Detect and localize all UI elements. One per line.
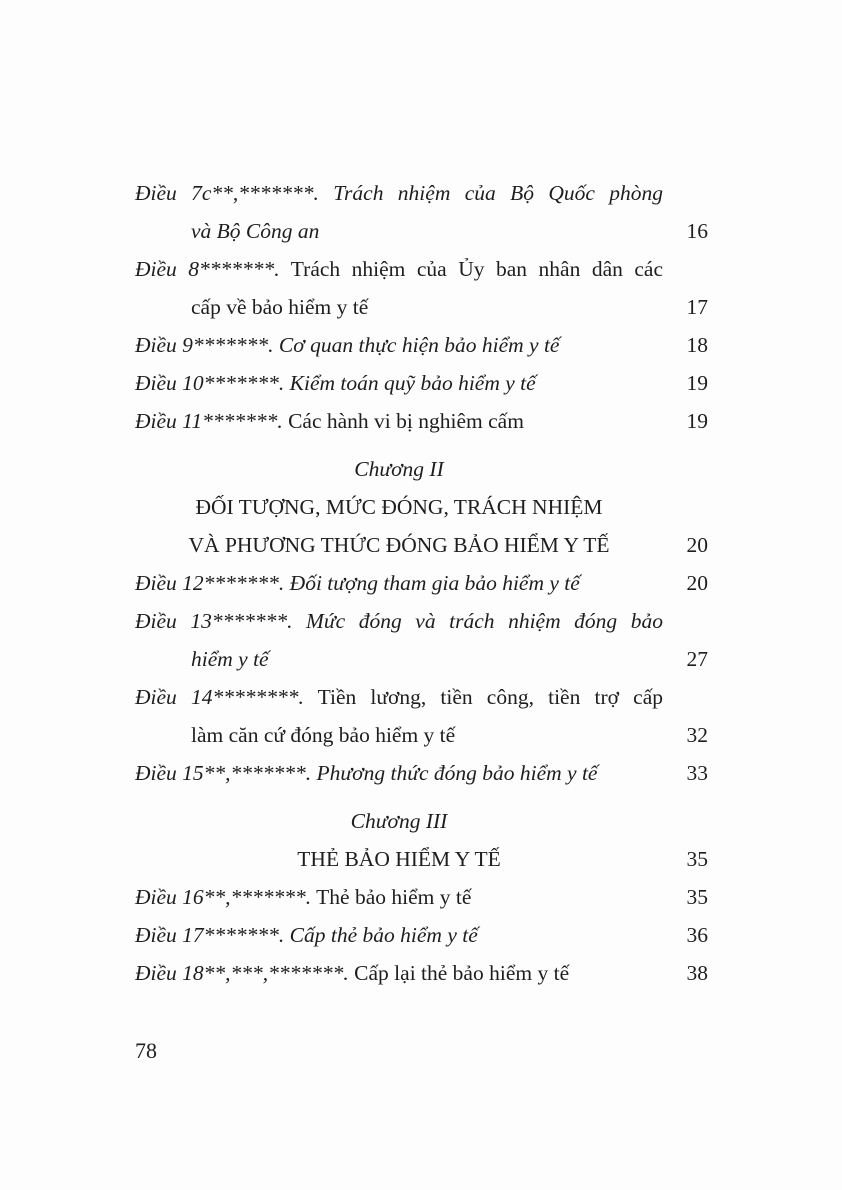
toc-entry-line bbox=[135, 954, 708, 992]
entry-page-number: 35 bbox=[686, 847, 708, 871]
entry-text: VÀ PHƯƠNG THỨC ĐÓNG BẢO HIỂM Y TẾ bbox=[188, 533, 610, 557]
entry-text: Điều 12*******. Đối tượng tham gia bảo hiểm y tế bbox=[135, 571, 580, 595]
entry-text: Điều 15**,*******. Phương thức đóng bảo hiểm y tế bbox=[135, 761, 598, 785]
entry-text: Chương III bbox=[350, 809, 448, 833]
entry-page-number: 17 bbox=[686, 295, 708, 319]
entry-text: ĐỐI TƯỢNG, MỨC ĐÓNG, TRÁCH NHIỆM bbox=[195, 495, 603, 519]
toc-entry-line bbox=[135, 716, 708, 754]
entry-text: Chương II bbox=[354, 457, 444, 481]
entry-page-number: 27 bbox=[686, 647, 708, 671]
entry-page-number: 20 bbox=[686, 571, 708, 595]
entry-text: và Bộ Công an bbox=[191, 219, 320, 243]
entry-text: Điều 17*******. Cấp thẻ bảo hiểm y tế bbox=[135, 923, 478, 947]
entry-text: Điều 18**,***,*******. Cấp lại thẻ bảo hiểm y tế bbox=[135, 961, 570, 985]
toc-entry-line bbox=[135, 754, 708, 792]
toc-entry-line bbox=[135, 288, 708, 326]
chapter-title bbox=[135, 526, 708, 564]
entry-text: Điều 11*******. Các hành vi bị nghiêm cấm bbox=[135, 409, 524, 433]
entry-text: Điều 8*******. Trách nhiệm của Ủy ban nhân dân các bbox=[135, 257, 663, 281]
entry-page-number: 20 bbox=[686, 533, 708, 557]
toc-entry-line bbox=[135, 640, 708, 678]
entry-page-number: 33 bbox=[686, 761, 708, 785]
entry-page-number: 19 bbox=[686, 371, 708, 395]
entry-text: cấp về bảo hiểm y tế bbox=[191, 295, 369, 319]
toc-entry-line bbox=[135, 174, 708, 212]
toc-entry-line bbox=[135, 326, 708, 364]
entry-text: Điều 10*******. Kiểm toán quỹ bảo hiểm y tế bbox=[135, 371, 536, 395]
page-number-footer: 78 bbox=[135, 1038, 157, 1063]
entry-text: Điều 16**,*******. Thẻ bảo hiểm y tế bbox=[135, 885, 472, 909]
entry-page-number: 35 bbox=[686, 885, 708, 909]
toc-entry-line bbox=[135, 402, 708, 440]
entry-text: hiểm y tế bbox=[191, 647, 269, 671]
toc-entry-line bbox=[135, 250, 708, 288]
toc-entry-line bbox=[135, 916, 708, 954]
entry-page-number: 19 bbox=[686, 409, 708, 433]
entry-page-number: 16 bbox=[686, 219, 708, 243]
entry-page-number: 32 bbox=[686, 723, 708, 747]
toc-entry-line bbox=[135, 564, 708, 602]
entry-page-number: 38 bbox=[686, 961, 708, 985]
entry-page-number: 36 bbox=[686, 923, 708, 947]
entry-text: Điều 13*******. Mức đóng và trách nhiệm đóng bảo bbox=[135, 609, 663, 633]
chapter-title bbox=[135, 840, 708, 878]
toc-entry-line bbox=[135, 364, 708, 402]
chapter-heading bbox=[135, 802, 708, 840]
toc bbox=[135, 174, 708, 992]
toc-entry-line bbox=[135, 678, 708, 716]
entry-text: Điều 14********. Tiền lương, tiền công, tiền trợ cấp bbox=[135, 685, 663, 709]
entry-page-number: 18 bbox=[686, 333, 708, 357]
entry-text: làm căn cứ đóng bảo hiểm y tế bbox=[191, 723, 456, 747]
toc-entry-line bbox=[135, 878, 708, 916]
entry-text: Điều 7c**,*******. Trách nhiệm của Bộ Quốc phòng bbox=[135, 181, 663, 205]
entry-text: THẺ BẢO HIỂM Y TẾ bbox=[297, 847, 501, 871]
chapter-heading bbox=[135, 450, 708, 488]
toc-entry-line bbox=[135, 212, 708, 250]
entry-text: Điều 9*******. Cơ quan thực hiện bảo hiểm y tế bbox=[135, 333, 560, 357]
chapter-title bbox=[135, 488, 708, 526]
toc-entry-line bbox=[135, 602, 708, 640]
